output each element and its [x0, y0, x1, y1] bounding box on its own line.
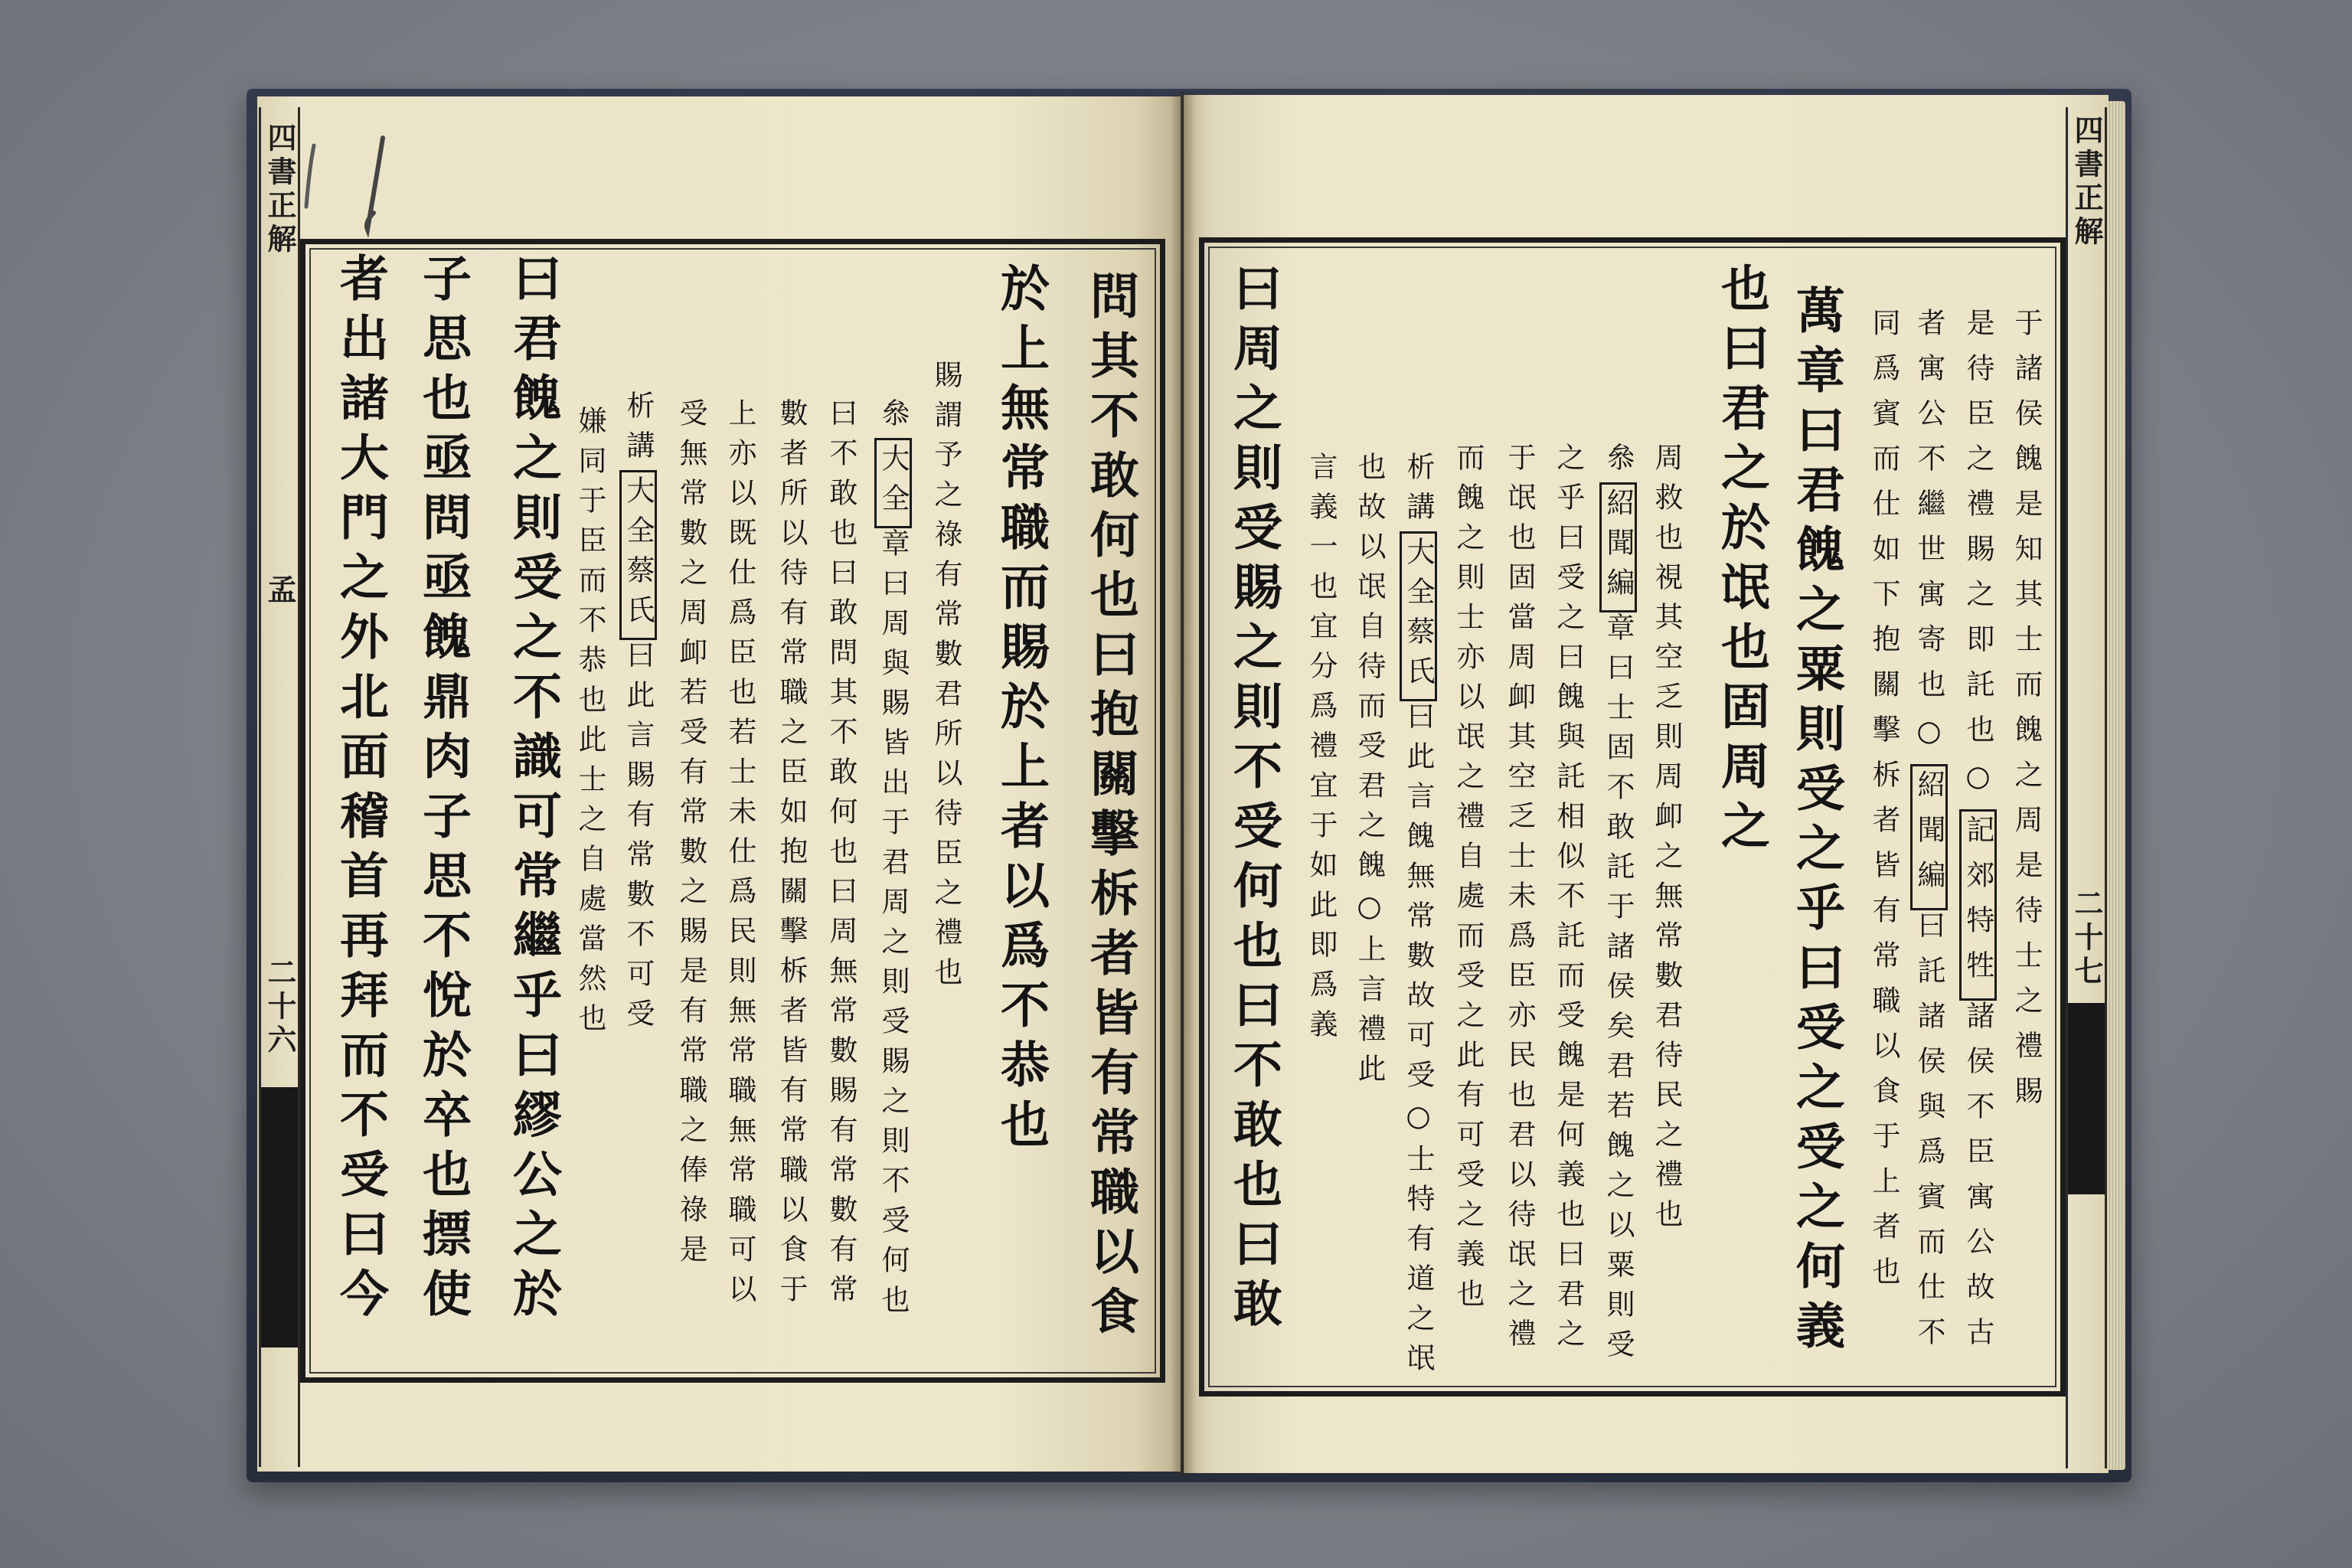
- main-text-column: 萬章曰君餽之粟則受之乎曰受之受之何義: [1788, 285, 1845, 1360]
- commentary-column: 受無常數之周卹若受有常數之賜是有常職之俸祿是: [675, 398, 707, 1274]
- commentary-column: 于氓也固當周卹其空乏士未爲臣亦民也君以待氓之禮: [1503, 443, 1536, 1358]
- source-label-box: 紹聞編: [1910, 764, 1948, 910]
- main-text-column: 於上無常職而賜於上者以爲不恭也: [992, 263, 1050, 1158]
- commentary-column: [1911, 308, 1946, 1362]
- source-label-box: 大全: [874, 438, 912, 528]
- right-page-margin: [2066, 107, 2107, 1468]
- source-label-box: 紹聞編: [1599, 482, 1637, 612]
- source-label-box: 大全蔡氏: [1400, 531, 1437, 701]
- commentary-column: 賜謂予之祿有常數君所以待臣之禮也: [929, 360, 962, 997]
- commentary-column: [1400, 452, 1436, 1383]
- handwritten-mark: [291, 122, 421, 237]
- column-text-segment: 是待臣之禮賜之即託也○: [1962, 308, 1994, 809]
- column-text-segment: 曰此言餽無常數故可受○士特有道之氓: [1402, 701, 1435, 1383]
- commentary-column: 同爲賓而仕如下抱關擊柝者皆有常職以食于上者也: [1867, 308, 1900, 1302]
- commentary-column: [620, 390, 655, 1038]
- main-text-column: 曰周之則受賜之則不受何也曰不敢也曰敢: [1225, 263, 1282, 1338]
- commentary-column: 言義一也宜分爲禮宜于如此即爲義: [1305, 452, 1338, 1049]
- column-text-segment: 析講: [622, 390, 655, 470]
- main-text-column: 者出諸大門之外北面稽首再拜而不受曰今: [332, 253, 389, 1328]
- book-gutter: [1170, 92, 1196, 1476]
- commentary-column: 也故以氓自待而受君之餽○上言禮此: [1353, 452, 1386, 1093]
- margin-folio: 二十六: [263, 957, 297, 1058]
- commentary-column: [875, 398, 910, 1325]
- commentary-column: 上亦以既仕爲臣也若士未仕爲民則無常職無常職可以: [724, 398, 756, 1314]
- commentary-column: 于諸侯餽是知其士而餽之周是待士之禮賜: [2010, 308, 2043, 1121]
- column-text-segment: 叅: [877, 398, 910, 438]
- column-text-segment: 諸侯不臣寓公故古: [1962, 1001, 1994, 1362]
- column-text-segment: 章曰周與賜皆出于君周之則受賜之則不受何也: [877, 528, 910, 1325]
- column-text-segment: 叅: [1602, 443, 1635, 482]
- main-text-column: 也曰君之於氓也固周之: [1713, 263, 1770, 860]
- margin-title: 四書正解: [263, 122, 297, 257]
- column-text-segment: 章曰士固不敢託于諸侯矣君若餽之以粟則受: [1602, 612, 1635, 1369]
- margin-section: 孟: [263, 574, 297, 608]
- main-text-column: 子思也亟問亟餽鼎肉子思不悅於卒也摽使: [414, 253, 472, 1328]
- commentary-column: 周救也視其空乏則周卹之無常數君待民之禮也: [1650, 443, 1683, 1239]
- source-label-box: 記郊特牲: [1959, 809, 1997, 1001]
- commentary-column: 而餽之則士亦以氓之禮自處而受之此有可受之義也: [1452, 443, 1485, 1318]
- main-text-column: 問其不敢何也曰抱關擊柝者皆有常職以食: [1082, 270, 1139, 1345]
- commentary-column: [1960, 308, 1995, 1362]
- source-label-box: 大全蔡氏: [619, 470, 657, 640]
- commentary-column: [1600, 443, 1635, 1369]
- commentary-column: 之乎曰受之曰餽與託相似不託而受餽是何義也曰君之: [1552, 443, 1585, 1358]
- column-text-segment: 析講: [1402, 452, 1435, 531]
- margin-black-band: [2068, 1003, 2105, 1194]
- column-text-segment: 曰託諸侯與爲賓而仕不: [1913, 910, 1945, 1362]
- main-text-column: 曰君餽之則受之不識可常繼乎曰繆公之於: [505, 253, 562, 1328]
- column-text-segment: 曰此言賜有常數不可受: [622, 640, 655, 1038]
- column-text-segment: 者寓公不繼世寓寄也○: [1913, 308, 1945, 764]
- commentary-column: 數者所以待有常職之臣如抱關擊柝者皆有常職以食于: [775, 398, 808, 1314]
- left-page-margin: [259, 107, 300, 1467]
- commentary-column: 嫌同于臣而不恭也此士之自處當然也: [573, 406, 606, 1043]
- margin-title: 四書正解: [2069, 115, 2104, 250]
- commentary-column: 曰不敢也曰敢問其不敢何也曰周無常數賜有常數有常: [825, 398, 858, 1314]
- page-block-edge: [2107, 101, 2125, 1470]
- margin-folio: 二十七: [2069, 888, 2104, 989]
- margin-black-band: [261, 1087, 298, 1348]
